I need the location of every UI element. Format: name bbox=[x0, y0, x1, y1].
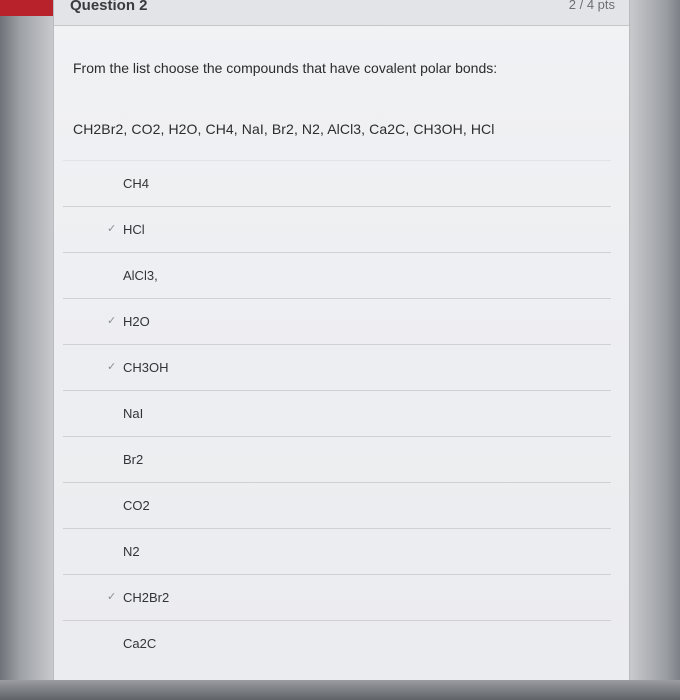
question-points: 2 / 4 pts bbox=[568, 0, 615, 12]
answer-option-label: AlCl3, bbox=[123, 268, 158, 283]
check-icon bbox=[107, 544, 119, 558]
answer-option[interactable] bbox=[63, 620, 611, 666]
answer-option[interactable] bbox=[63, 574, 611, 620]
question-header bbox=[54, 0, 629, 26]
answer-option-label: CH4 bbox=[123, 176, 150, 191]
answer-option[interactable] bbox=[63, 390, 611, 436]
check-icon bbox=[107, 176, 119, 190]
answer-option-label: NaI bbox=[123, 406, 144, 421]
check-icon bbox=[107, 498, 119, 512]
answer-option[interactable] bbox=[63, 252, 611, 298]
answer-option-label: N2 bbox=[123, 544, 140, 559]
answer-option[interactable] bbox=[63, 482, 611, 528]
answer-option-label: H2O bbox=[123, 314, 150, 329]
answer-option-label: CH3OH bbox=[123, 360, 169, 375]
answer-option[interactable] bbox=[63, 298, 611, 344]
answer-options bbox=[63, 160, 611, 666]
answer-option-label: Ca2C bbox=[123, 636, 157, 651]
check-icon: ✓ bbox=[107, 223, 117, 235]
bottom-edge bbox=[0, 680, 680, 700]
answer-option-label: Br2 bbox=[123, 452, 144, 467]
answer-option-label: CH2Br2 bbox=[123, 590, 170, 605]
check-icon: ✓ bbox=[107, 361, 117, 373]
check-icon: ✓ bbox=[107, 591, 117, 603]
answer-option[interactable] bbox=[63, 436, 611, 482]
answer-option-label: CO2 bbox=[123, 498, 150, 513]
answer-option[interactable] bbox=[63, 344, 611, 390]
compound-list: CH2Br2, CO2, H2O, CH4, NaI, Br2, N2, AlCl3, Ca2C, CH3OH, HCl bbox=[73, 121, 495, 137]
check-icon bbox=[107, 452, 119, 466]
answer-option[interactable] bbox=[63, 160, 611, 206]
check-icon: ✓ bbox=[107, 315, 117, 327]
answer-option[interactable] bbox=[63, 206, 611, 252]
question-title: Question 2 bbox=[70, 0, 148, 14]
question-card bbox=[53, 0, 630, 686]
check-icon bbox=[107, 268, 119, 282]
answer-option[interactable] bbox=[63, 528, 611, 574]
check-icon bbox=[107, 636, 119, 650]
question-prompt: From the list choose the compounds that have covalent polar bonds: bbox=[73, 60, 498, 76]
answer-option-label: HCl bbox=[123, 222, 145, 237]
check-icon bbox=[107, 406, 119, 420]
